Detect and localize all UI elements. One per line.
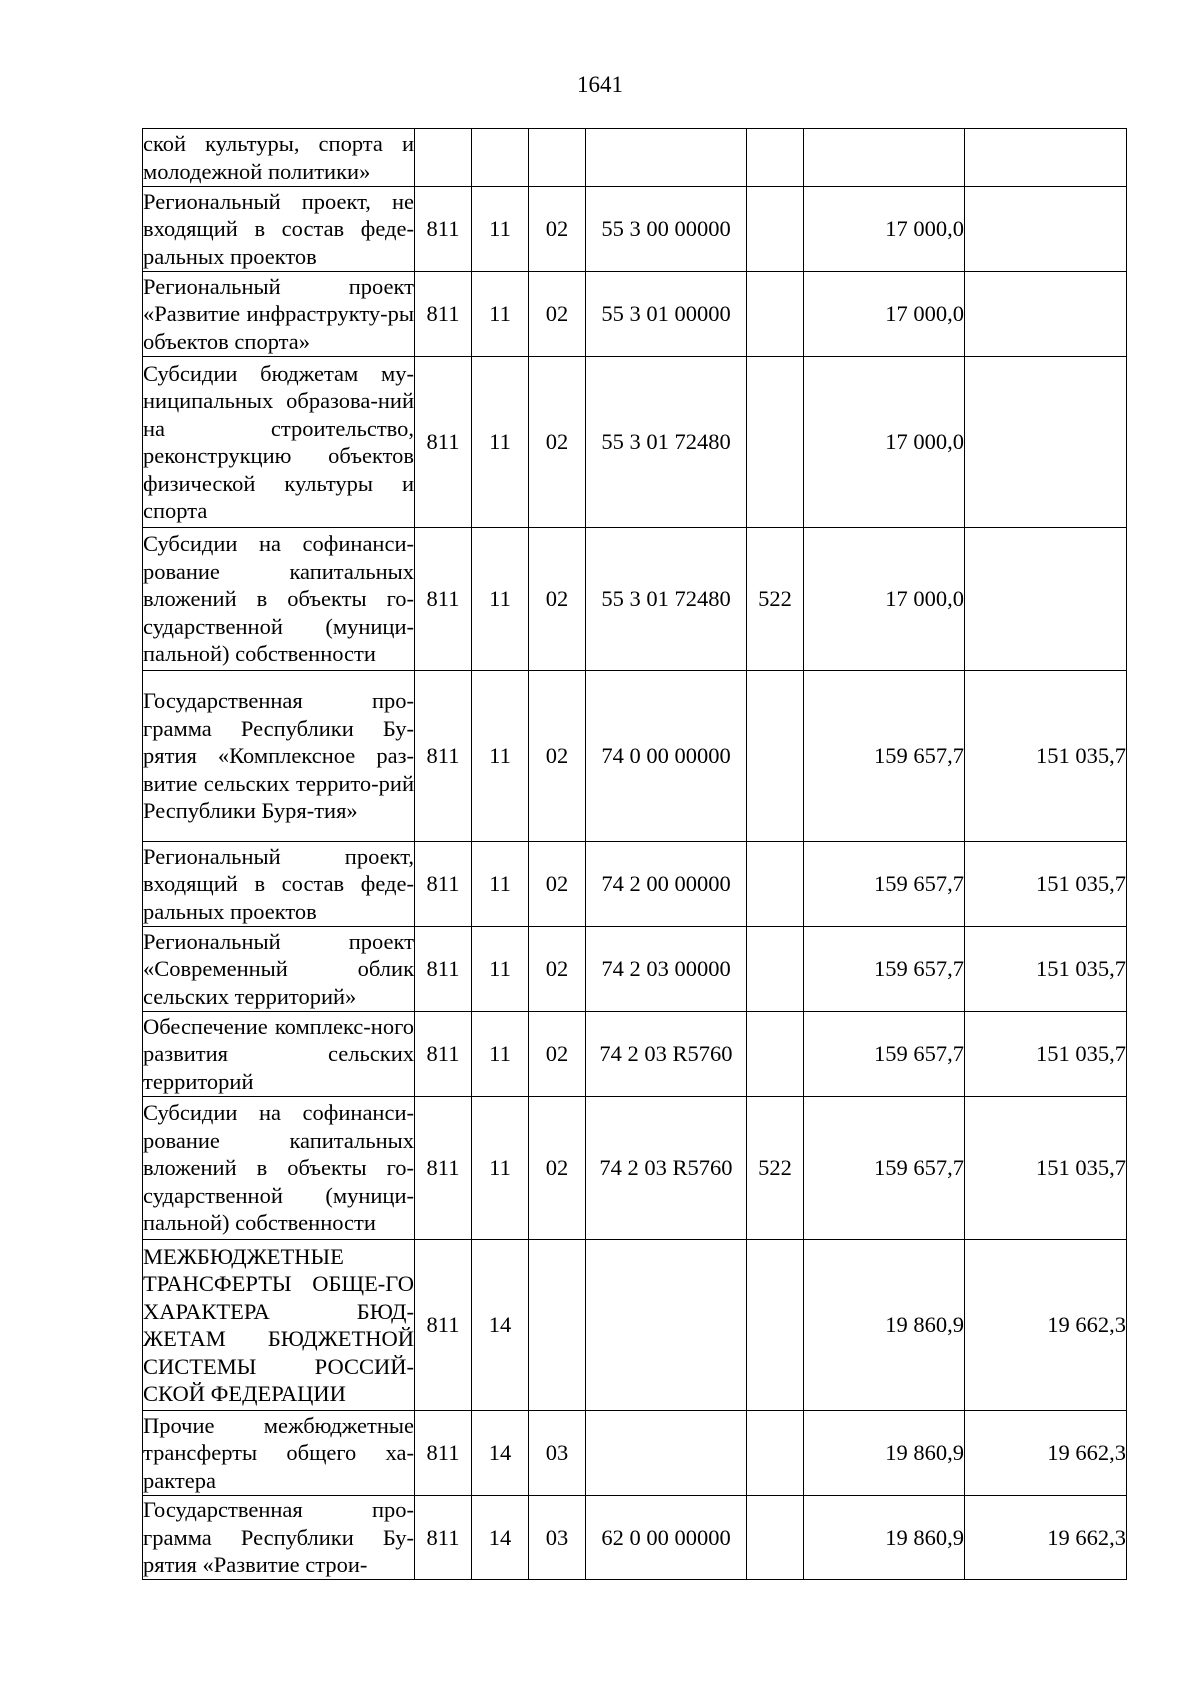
page-number: 1641 — [577, 72, 623, 97]
row-sum2-cell: 151 035,7 — [965, 927, 1127, 1012]
row-vr-cell — [747, 1012, 804, 1097]
row-sum1-cell: 19 860,9 — [804, 1240, 965, 1411]
row-pr-cell: 02 — [529, 1097, 586, 1240]
table-row — [143, 842, 1127, 927]
row-name-cell: ской культуры, спорта и молодежной политики» — [143, 129, 415, 187]
row-name-cell: Региональный проект «Развитие инфраструкту-ры объектов спорта» — [143, 272, 415, 357]
budget-table — [142, 128, 1127, 1580]
row-vr-cell — [747, 671, 804, 842]
row-csr-cell: 74 2 03 R5760 — [586, 1097, 747, 1240]
row-csr-cell: 55 3 01 00000 — [586, 272, 747, 357]
table-row — [143, 1496, 1127, 1580]
row-csr-cell: 74 2 03 R5760 — [586, 1012, 747, 1097]
row-ved-cell: 811 — [415, 1496, 472, 1580]
row-sum1-cell: 159 657,7 — [804, 842, 965, 927]
row-ved-cell: 811 — [415, 927, 472, 1012]
row-ved-cell: 811 — [415, 1240, 472, 1411]
row-vr-cell — [747, 927, 804, 1012]
row-csr-cell — [586, 1411, 747, 1496]
row-sum1-cell: 17 000,0 — [804, 187, 965, 272]
row-sum2-cell — [965, 272, 1127, 357]
row-sum1-cell: 17 000,0 — [804, 357, 965, 528]
budget-table-body — [143, 129, 1127, 1580]
row-rz-cell: 11 — [472, 187, 529, 272]
row-sum1-cell: 19 860,9 — [804, 1411, 965, 1496]
row-rz-cell: 11 — [472, 671, 529, 842]
row-pr-cell — [529, 1240, 586, 1411]
table-row — [143, 187, 1127, 272]
row-pr-cell: 02 — [529, 671, 586, 842]
row-rz-cell: 11 — [472, 842, 529, 927]
table-row — [143, 1240, 1127, 1411]
table-row — [143, 1012, 1127, 1097]
row-sum1-cell: 17 000,0 — [804, 272, 965, 357]
row-ved-cell: 811 — [415, 842, 472, 927]
row-sum1-cell: 159 657,7 — [804, 1097, 965, 1240]
row-pr-cell: 02 — [529, 927, 586, 1012]
row-sum1-cell: 17 000,0 — [804, 528, 965, 671]
table-row — [143, 1097, 1127, 1240]
row-ved-cell: 811 — [415, 272, 472, 357]
row-vr-cell — [747, 1411, 804, 1496]
row-csr-cell: 55 3 01 72480 — [586, 528, 747, 671]
row-rz-cell: 14 — [472, 1496, 529, 1580]
row-csr-cell: 74 0 00 00000 — [586, 671, 747, 842]
row-ved-cell: 811 — [415, 187, 472, 272]
row-vr-cell — [747, 129, 804, 187]
row-name-cell: МЕЖБЮДЖЕТНЫЕ ТРАНСФЕРТЫ ОБЩЕ-ГО ХАРАКТЕРА БЮД-ЖЕТАМ БЮДЖЕТНОЙ СИСТЕМЫ РОССИЙ-СКОЙ ФЕДЕРАЦИИ — [143, 1240, 415, 1411]
row-rz-cell: 11 — [472, 272, 529, 357]
row-name-cell: Прочие межбюджетные трансферты общего ха-рактера — [143, 1411, 415, 1496]
row-rz-cell: 14 — [472, 1411, 529, 1496]
row-name-cell: Региональный проект «Современный облик сельских территорий» — [143, 927, 415, 1012]
row-vr-cell — [747, 842, 804, 927]
row-vr-cell: 522 — [747, 528, 804, 671]
row-csr-cell: 55 3 00 00000 — [586, 187, 747, 272]
row-vr-cell — [747, 357, 804, 528]
row-pr-cell — [529, 129, 586, 187]
row-sum2-cell: 19 662,3 — [965, 1240, 1127, 1411]
row-ved-cell: 811 — [415, 528, 472, 671]
row-vr-cell — [747, 187, 804, 272]
row-csr-cell: 62 0 00 00000 — [586, 1496, 747, 1580]
row-ved-cell: 811 — [415, 357, 472, 528]
row-name-cell: Обеспечение комплекс-ного развития сельских территорий — [143, 1012, 415, 1097]
row-rz-cell: 11 — [472, 1012, 529, 1097]
table-row — [143, 1411, 1127, 1496]
row-name-cell: Субсидии на софинанси-рование капитальных вложений в объекты го-сударственной (муници-пальной) собственности — [143, 528, 415, 671]
row-sum2-cell: 151 035,7 — [965, 1012, 1127, 1097]
row-sum2-cell — [965, 129, 1127, 187]
row-pr-cell: 02 — [529, 1012, 586, 1097]
row-sum1-cell: 159 657,7 — [804, 927, 965, 1012]
row-sum2-cell: 151 035,7 — [965, 671, 1127, 842]
row-csr-cell — [586, 129, 747, 187]
table-row — [143, 671, 1127, 842]
row-pr-cell: 03 — [529, 1411, 586, 1496]
row-csr-cell — [586, 1240, 747, 1411]
row-sum2-cell — [965, 528, 1127, 671]
row-rz-cell: 11 — [472, 1097, 529, 1240]
row-rz-cell: 11 — [472, 927, 529, 1012]
row-ved-cell: 811 — [415, 1411, 472, 1496]
row-sum2-cell: 151 035,7 — [965, 1097, 1127, 1240]
row-vr-cell: 522 — [747, 1097, 804, 1240]
row-rz-cell — [472, 129, 529, 187]
row-pr-cell: 03 — [529, 1496, 586, 1580]
row-name-cell: Региональный проект, не входящий в состав феде-ральных проектов — [143, 187, 415, 272]
table-row — [143, 927, 1127, 1012]
row-csr-cell: 74 2 00 00000 — [586, 842, 747, 927]
table-row — [143, 129, 1127, 187]
row-sum1-cell: 19 860,9 — [804, 1496, 965, 1580]
row-pr-cell: 02 — [529, 842, 586, 927]
row-sum2-cell: 19 662,3 — [965, 1411, 1127, 1496]
row-pr-cell: 02 — [529, 357, 586, 528]
row-pr-cell: 02 — [529, 187, 586, 272]
row-name-cell: Субсидии на софинанси-рование капитальных вложений в объекты го-сударственной (муници-пальной) собственности — [143, 1097, 415, 1240]
row-sum1-cell: 159 657,7 — [804, 671, 965, 842]
row-rz-cell: 11 — [472, 357, 529, 528]
row-sum1-cell: 159 657,7 — [804, 1012, 965, 1097]
row-name-cell: Государственная про-грамма Республики Бу-рятия «Комплексное раз-витие сельских террито-рий Республики Буря-тия» — [143, 671, 415, 842]
row-sum2-cell — [965, 357, 1127, 528]
row-sum2-cell: 19 662,3 — [965, 1496, 1127, 1580]
row-pr-cell: 02 — [529, 272, 586, 357]
row-ved-cell: 811 — [415, 671, 472, 842]
row-vr-cell — [747, 1240, 804, 1411]
row-rz-cell: 11 — [472, 528, 529, 671]
row-name-cell: Субсидии бюджетам му-ниципальных образова-ний на строительство, реконструкцию объектов физической культуры и спорта — [143, 357, 415, 528]
row-csr-cell: 55 3 01 72480 — [586, 357, 747, 528]
row-sum2-cell: 151 035,7 — [965, 842, 1127, 927]
row-sum1-cell — [804, 129, 965, 187]
row-ved-cell: 811 — [415, 1097, 472, 1240]
row-csr-cell: 74 2 03 00000 — [586, 927, 747, 1012]
row-ved-cell: 811 — [415, 1012, 472, 1097]
row-ved-cell — [415, 129, 472, 187]
row-name-cell: Государственная про-грамма Республики Бу-рятия «Развитие строи- — [143, 1496, 415, 1580]
row-name-cell: Региональный проект, входящий в состав феде-ральных проектов — [143, 842, 415, 927]
table-row — [143, 272, 1127, 357]
row-pr-cell: 02 — [529, 528, 586, 671]
table-row — [143, 357, 1127, 528]
row-sum2-cell — [965, 187, 1127, 272]
row-rz-cell: 14 — [472, 1240, 529, 1411]
table-row — [143, 528, 1127, 671]
row-vr-cell — [747, 272, 804, 357]
row-vr-cell — [747, 1496, 804, 1580]
